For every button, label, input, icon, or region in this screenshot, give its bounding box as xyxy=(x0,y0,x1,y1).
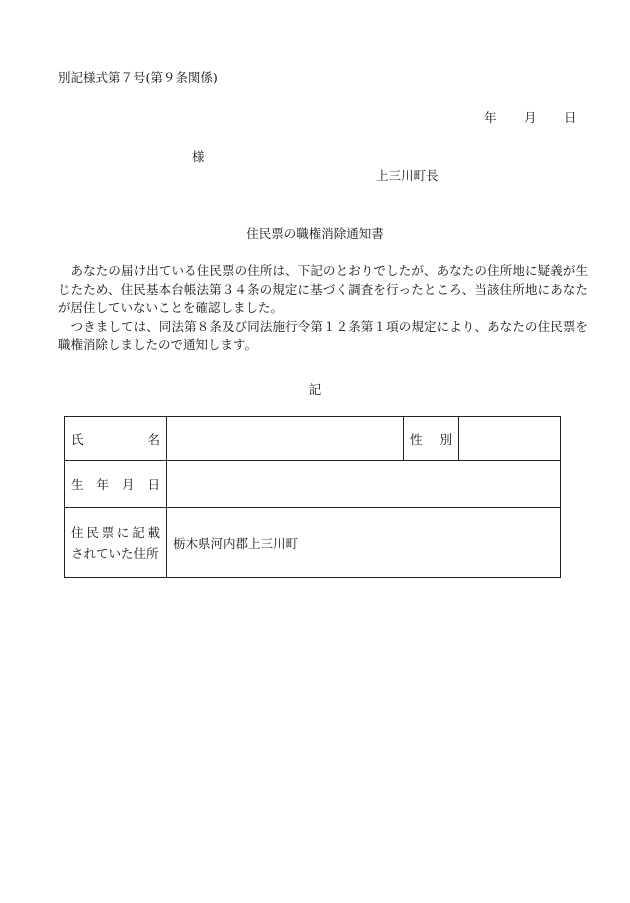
birthdate-label-char: 生 xyxy=(71,477,84,492)
date-day-label: 日 xyxy=(564,110,577,125)
birthdate-label-char: 年 xyxy=(96,477,109,492)
sex-value-cell xyxy=(459,417,561,461)
body-paragraph-1: あなたの届け出ている住民票の住所は、下記のとおりでしたが、あなたの住所地に疑義が生じたため、住民基本台帳法第３４条の規定に基づく調査を行ったところ、当該住所地にあなたが居住していないことを確認しました。 xyxy=(58,263,588,315)
table-row-birthdate xyxy=(65,461,561,508)
address-label-char: 住 xyxy=(71,524,84,540)
ki-heading: 記 xyxy=(308,382,322,397)
form-number-label: 別記様式第７号(第９条関係) xyxy=(58,70,218,85)
address-label-char: 票 xyxy=(101,524,115,540)
body-paragraph-2: つきましては、同法第８条及び同法施行令第１２条第１項の規定により、あなたの住民票を職権消除しましたので通知します。 xyxy=(58,318,588,352)
sex-label-cell xyxy=(404,417,459,461)
address-label-char: 載 xyxy=(147,524,160,540)
address-label-cell xyxy=(65,508,167,578)
name-value-cell xyxy=(167,417,404,461)
address-label-line2: されていた住所 xyxy=(71,545,159,561)
document-title: 住民票の職権消除通知書 xyxy=(246,226,384,241)
birthdate-label-cell xyxy=(65,461,167,508)
address-label-char: 記 xyxy=(132,524,145,540)
birthdate-label-char: 月 xyxy=(121,477,135,492)
body-text xyxy=(58,262,588,355)
addressee-suffix: 様 xyxy=(192,149,205,164)
table-row-name xyxy=(65,417,561,461)
date-month-label: 月 xyxy=(524,110,537,125)
table-row-address xyxy=(65,508,561,578)
birthdate-label-char: 日 xyxy=(147,477,160,492)
sender-name: 上三川町長 xyxy=(376,168,439,183)
address-label-char: 民 xyxy=(86,524,99,540)
name-label-cell xyxy=(65,417,167,461)
date-line xyxy=(484,108,577,126)
birthdate-value-cell xyxy=(167,461,561,508)
info-table xyxy=(64,416,561,578)
name-label-char: 氏 xyxy=(71,431,84,447)
sex-label-char: 性 xyxy=(410,431,423,447)
date-year-label: 年 xyxy=(484,110,497,125)
address-value-cell: 栃木県河内郡上三川町 xyxy=(167,508,561,578)
name-label-char: 名 xyxy=(147,431,160,447)
sex-label-char: 別 xyxy=(439,431,452,447)
address-label-char: に xyxy=(116,524,130,540)
